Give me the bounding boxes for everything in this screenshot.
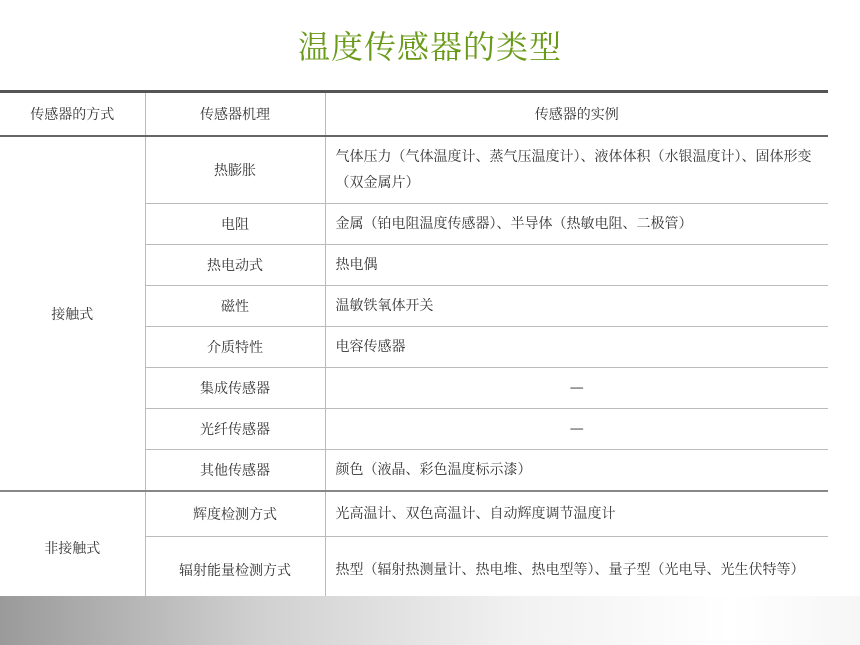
mechanism-cell: 热电动式 <box>145 245 325 286</box>
mechanism-cell: 辐射能量检测方式 <box>145 537 325 604</box>
table-header-row <box>0 92 828 137</box>
slide-footer-bar <box>0 596 860 645</box>
page-title: 温度传感器的类型 <box>297 28 562 66</box>
category-contact: 接触式 <box>0 136 145 491</box>
example-cell: — <box>325 409 828 450</box>
example-cell: 热电偶 <box>325 245 828 286</box>
table-row <box>0 136 828 204</box>
mechanism-cell: 光纤传感器 <box>145 409 325 450</box>
example-cell: 热型（辐射热测量计、热电堆、热电型等）、量子型（光电导、光生伏特等） <box>335 562 805 578</box>
example-cell: 温敏铁氧体开关 <box>325 286 828 327</box>
header-mode: 传感器的方式 <box>0 92 145 137</box>
mechanism-cell: 集成传感器 <box>145 368 325 409</box>
sensor-types-table-container <box>0 90 828 603</box>
mechanism-cell: 介质特性 <box>145 327 325 368</box>
table-row <box>0 491 828 537</box>
mechanism-cell: 其他传感器 <box>145 450 325 492</box>
example-cell: 金属（铂电阻温度传感器）、半导体（热敏电阻、二极管） <box>325 204 828 245</box>
mechanism-cell: 电阻 <box>145 204 325 245</box>
sensor-types-table <box>0 90 828 603</box>
header-mechanism: 传感器机理 <box>145 92 325 137</box>
example-cell: 电容传感器 <box>325 327 828 368</box>
example-cell: 光高温计、双色高温计、自动辉度调节温度计 <box>325 491 828 537</box>
mechanism-cell: 辉度检测方式 <box>145 491 325 537</box>
category-noncontact: 非接触式 <box>0 491 145 603</box>
mechanism-cell: 磁性 <box>145 286 325 327</box>
example-cell: — <box>325 368 828 409</box>
mechanism-cell: 热膨胀 <box>145 136 325 204</box>
header-example: 传感器的实例 <box>325 92 828 137</box>
example-cell: 颜色（液晶、彩色温度标示漆） <box>325 450 828 492</box>
example-cell: 气体压力（气体温度计、蒸气压温度计）、液体体积（水银温度计）、固体形变（双金属片） <box>325 136 828 204</box>
